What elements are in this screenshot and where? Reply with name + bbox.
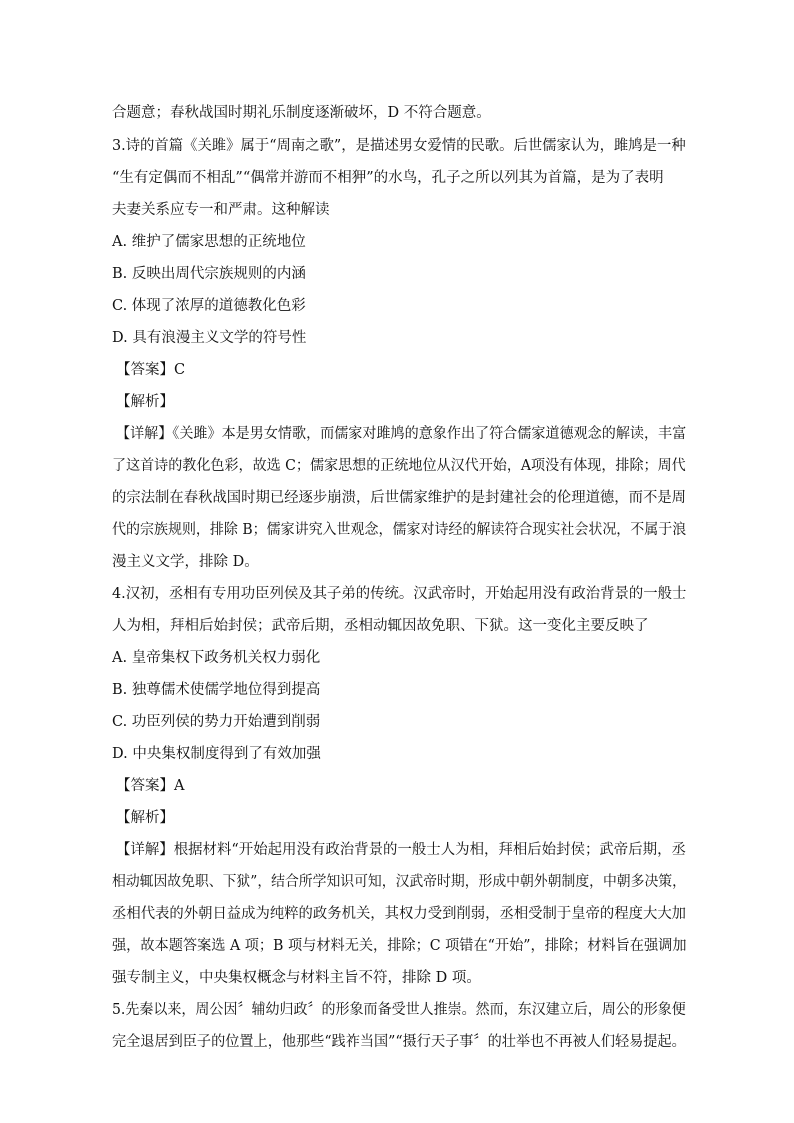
option-d: D. 具有浪漫主义文学的符号性 (112, 330, 307, 346)
explanation-line: 丞相代表的外朝日益成为纯粹的政务机关，其权力受到削弱，丞相受制于皇帝的程度大大加 (112, 906, 687, 922)
text-line: 夫妻关系应专一和严肃。这种解读 (112, 202, 330, 218)
option-c: C. 体现了浓厚的道德教化色彩 (112, 298, 306, 314)
answer-label: 【答案】C (116, 362, 186, 378)
explanation-line: 【详解】根据材料“开始起用没有政治背景的一般士人为相，拜相后始封侯；武帝后期，丞 (116, 842, 686, 858)
option-b: B. 独尊儒术使儒学地位得到提高 (112, 682, 321, 698)
option-d: D. 中央集权制度得到了有效加强 (112, 746, 321, 762)
explanation-line: 强，故本题答案选 A 项；B 项与材料无关，排除；C 项错在“开始”，排除；材料旨在强调加 (112, 938, 687, 954)
question-5-stem: 5.先秦以来，周公因〞辅幼归政〞的形象而备受世人推崇。然而，东汉建立后，周公的形象便 (112, 1002, 686, 1018)
explanation-line: 强专制主义，中央集权概念与材料主旨不符，排除 D 项。 (112, 970, 481, 986)
option-a: A. 皇帝集权下政务机关权力弱化 (112, 650, 321, 666)
explanation-line: 相动辄因故免职、下狱”，结合所学知识可知，汉武帝时期，形成中朝外朝制度，中朝多决策， (112, 874, 686, 890)
option-a: A. 维护了儒家思想的正统地位 (112, 234, 306, 250)
analysis-label: 【解析】 (116, 810, 174, 826)
text-line: 完全退居到臣子的位置上，他那些“践祚当国”“摄行天子事〞的壮举也不再被人们轻易提起。 (112, 1034, 686, 1050)
text-line: “生有定偶而不相乱”“偶常并游而不相狎”的水鸟，孔子之所以列其为首篇，是为了表明 (112, 170, 664, 186)
explanation-line: 漫主义文学，排除 D。 (112, 554, 259, 570)
explanation-line: 【详解】《关雎》本是男女情歌，而儒家对雎鸠的意象作出了符合儒家道德观念的解读，丰富 (116, 426, 687, 442)
explanation-line: 了这首诗的教化色彩，故选 C；儒家思想的正统地位从汉代开始，A项没有体现，排除；周代 (112, 458, 686, 474)
text-line: 合题意；春秋战国时期礼乐制度逐渐破坏，D 不符合题意。 (112, 105, 491, 121)
option-b: B. 反映出周代宗族规则的内涵 (112, 266, 306, 282)
explanation-line: 代的宗族规则，排除 B；儒家讲究入世观念，儒家对诗经的解读符合现实社会状况，不属于浪 (112, 522, 687, 538)
option-c: C. 功臣列侯的势力开始遭到削弱 (112, 714, 321, 730)
question-4-stem: 4.汉初，丞相有专用功臣列侯及其子弟的传统。汉武帝时，开始起用没有政治背景的一般士 (112, 586, 687, 602)
text-line: 人为相，拜相后始封侯；武帝后期，丞相动辄因故免职、下狱。这一变化主要反映了 (112, 618, 649, 634)
analysis-label: 【解析】 (116, 394, 174, 410)
question-3-stem: 3.诗的首篇《关雎》属于“周南之歌”，是描述男女爱情的民歌。后世儒家认为，雎鸠是一种 (112, 138, 686, 154)
answer-label: 【答案】A (116, 778, 185, 794)
explanation-line: 的宗法制在春秋战国时期已经逐步崩溃，后世儒家维护的是封建社会的伦理道德，而不是周 (112, 490, 687, 506)
